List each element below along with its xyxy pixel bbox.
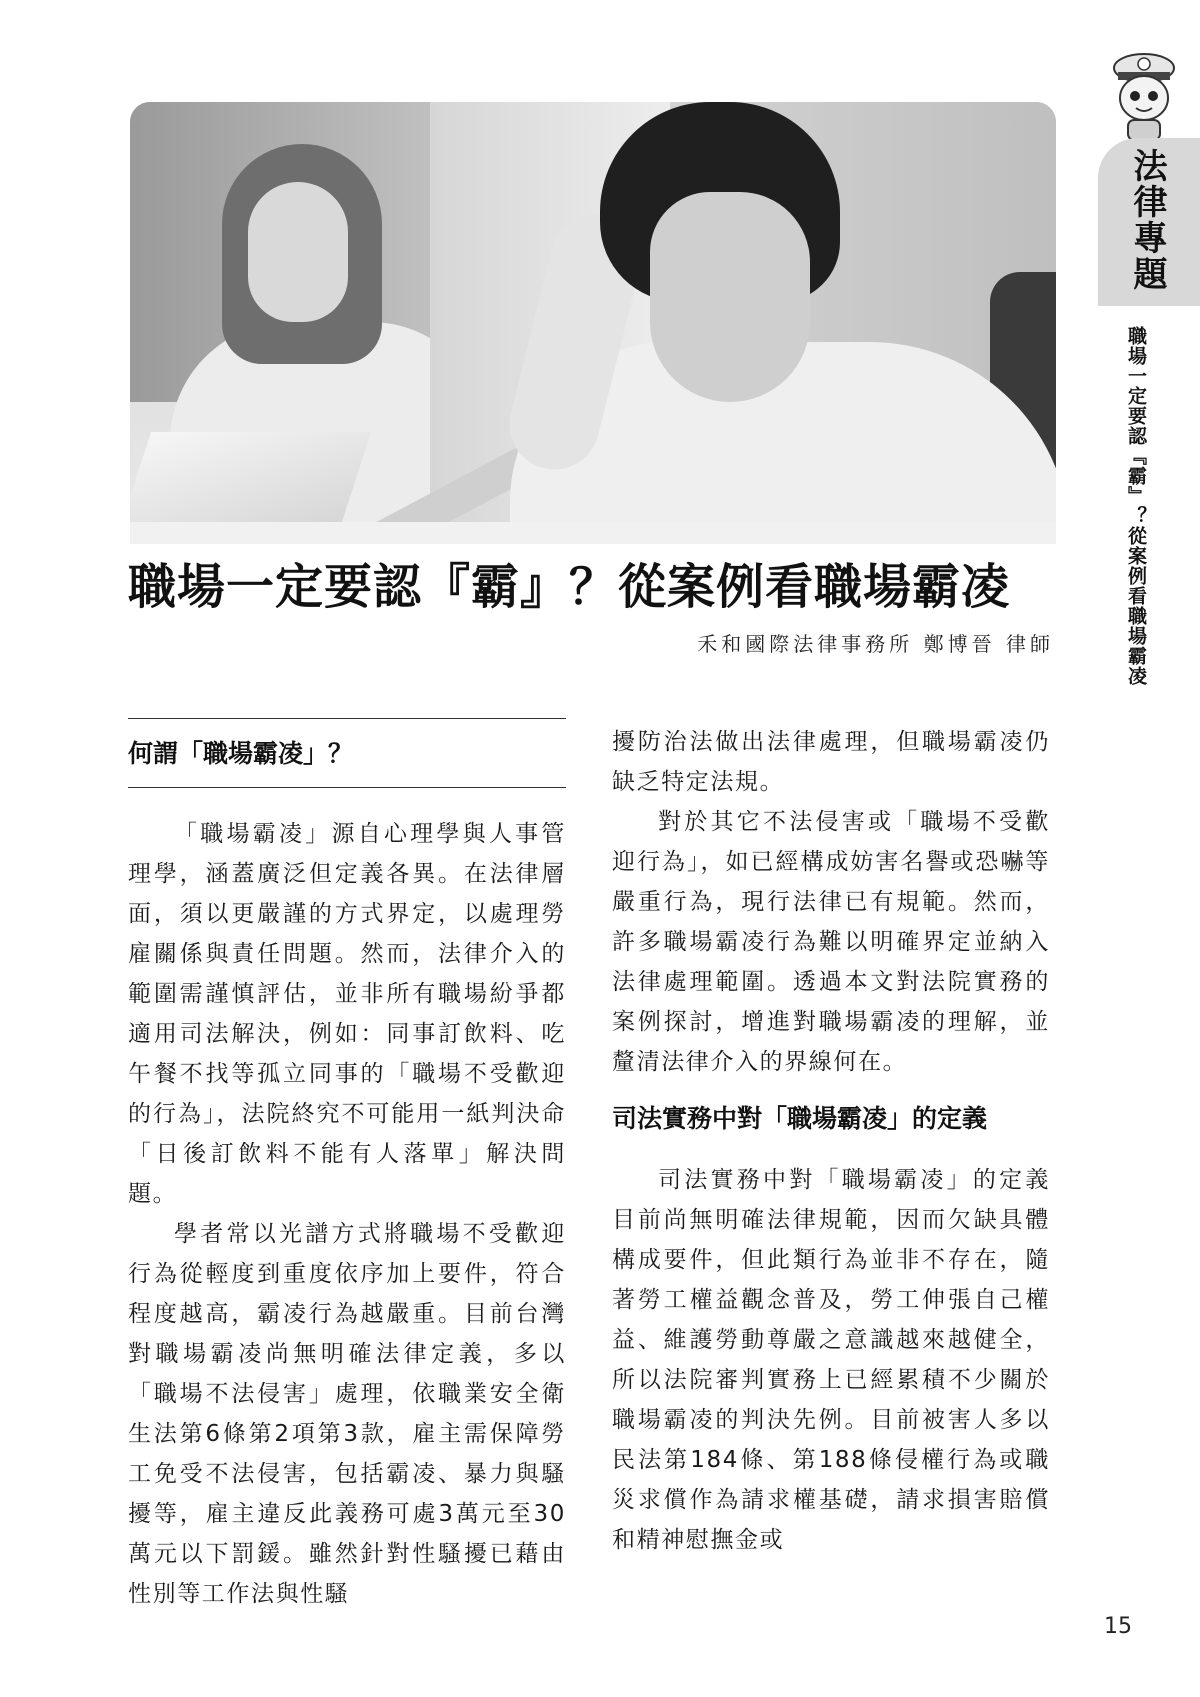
police-mascot-icon [1104, 46, 1184, 142]
hero-photo [130, 102, 1056, 544]
section-tab-label: 法律專題 [1127, 148, 1167, 292]
body-paragraph: 學者常以光譜方式將職場不受歡迎行為從輕度到重度依序加上要件，符合程度越高，霸凌行為越嚴重。目前台灣對職場霸凌尚無明確法律定義，多以「職場不法侵害」處理，依職業安全衛生法第6條第2項第3款，雇主需保障勞工免受不法侵害，包括霸凌、暴力與騷擾等，雇主違反此義務可處3萬元至30萬元以下罰鍰。雖然針對性騷擾已藉由性別等工作法與性騷 [128, 1221, 566, 1607]
body-paragraph: 對於其它不法侵害或「職場不受歡迎行為」，如已經構成妨害名譽或恐嚇等嚴重行為，現行法律已有規範。然而，許多職場霸凌行為難以明確界定並納入法律處理範圍。透過本文對法院實務的案例探討，增進對職場霸凌的理解，並釐清法律介入的界線何在。 [612, 809, 1050, 1075]
section-rule-bottom [128, 787, 566, 788]
right-column [612, 722, 1050, 1560]
left-column [128, 718, 566, 1614]
section-heading: 何謂「職場霸凌」？ [128, 739, 354, 768]
body-paragraph: 「職場霸凌」源自心理學與人事管理學，涵蓋廣泛但定義各異。在法律層面，須以更嚴謹的方式界定，以處理勞雇關係與責任問題。然而，法律介入的範圍需謹慎評估，並非所有職場紛爭都適用司法解決，例如：同事訂飲料、吃午餐不找等孤立同事的「職場不受歡迎的行為」，法院終究不可能用一紙判決命「日後訂飲料不能有人落單」解決問題。 [128, 821, 566, 1207]
woman-face [248, 182, 348, 322]
article-title: 職場一定要認『霸』？從案例看職場霸凌 [128, 559, 1011, 615]
man-face [650, 192, 810, 402]
section-heading: 司法實務中對「職場霸凌」的定義 [612, 1104, 988, 1133]
desk [130, 522, 1056, 544]
body-paragraph: 擾防治法做出法律處理，但職場霸凌仍缺乏特定法規。 [612, 729, 1050, 795]
author-byline: 禾和國際法律事務所 鄭博晉 律師 [697, 632, 1054, 656]
page-number: 15 [1104, 1614, 1132, 1639]
running-title: 職場一定要認『霸』？從案例看職場霸凌 [1125, 326, 1147, 686]
body-paragraph: 司法實務中對「職場霸凌」的定義目前尚無明確法律規範，因而欠缺具體構成要件，但此類行為並非不存在，隨著勞工權益觀念普及，勞工伸張自己權益、維護勞動尊嚴之意識越來越健全，所以法院審判實務上已經累積不少關於職場霸凌的判決先例。目前被害人多以民法第184條、第188條侵權行為或職災求償作為請求權基礎，請求損害賠償和精神慰撫金或 [612, 1167, 1050, 1553]
